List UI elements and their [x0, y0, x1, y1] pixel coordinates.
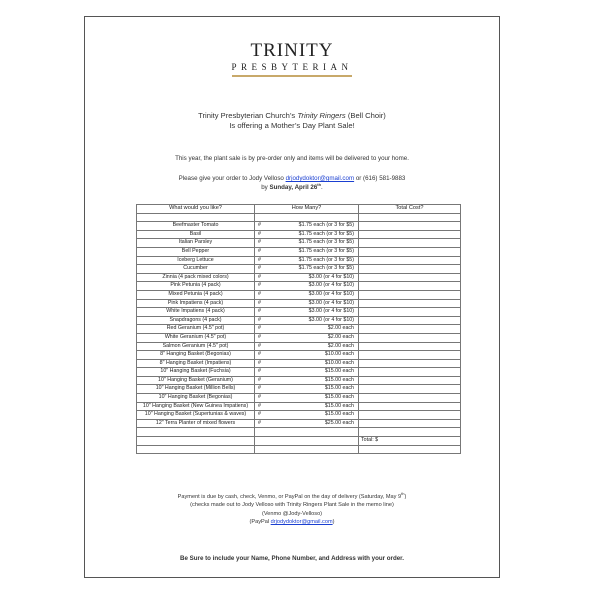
quantity-cell[interactable]: [255, 325, 359, 334]
table-row: [137, 376, 461, 385]
total-cost-cell[interactable]: [359, 239, 461, 248]
quantity-cell[interactable]: [255, 222, 359, 231]
item-name: Italian Parsley: [137, 239, 255, 248]
quantity-cell[interactable]: [255, 290, 359, 299]
closing-instruction: Be Sure to include your Name, Phone Number, and Address with your order.: [180, 555, 404, 562]
table-row: [137, 290, 461, 299]
table-row: [137, 316, 461, 325]
table-row: [137, 247, 461, 256]
contact-prefix: Please give your order to Jody Velloso: [178, 175, 286, 182]
table-row: [137, 299, 461, 308]
item-name: White Geranium (4.5" pot): [137, 333, 255, 342]
quantity-hash: #: [258, 299, 261, 306]
item-price: $25.00 each: [324, 419, 354, 426]
order-form-table: [136, 204, 461, 454]
quantity-hash: #: [258, 419, 261, 426]
quantity-cell[interactable]: [255, 419, 359, 428]
quantity-hash: #: [258, 333, 261, 340]
quantity-hash: #: [258, 411, 261, 418]
table-row: [137, 359, 461, 368]
quantity-hash: #: [258, 368, 261, 375]
item-name: 10" Hanging Basket (Begonias): [137, 394, 255, 403]
total-cost-cell[interactable]: [359, 333, 461, 342]
quantity-cell[interactable]: [255, 273, 359, 282]
blank-cell: [255, 445, 359, 454]
title-suffix: (Bell Choir): [345, 111, 386, 120]
item-price: $1.75 each (or 3 for $5): [298, 265, 354, 272]
item-price: $3.00 (or 4 for $10): [308, 316, 354, 323]
quantity-hash: #: [258, 265, 261, 272]
item-price: $3.00 (or 4 for $10): [308, 299, 354, 306]
deadline-date-text: Sunday, April 26: [269, 184, 318, 191]
quantity-hash: #: [258, 342, 261, 349]
table-row: [137, 351, 461, 360]
quantity-cell[interactable]: [255, 256, 359, 265]
total-cost-cell[interactable]: [359, 247, 461, 256]
paypal-suffix: ): [332, 519, 335, 526]
quantity-cell[interactable]: [255, 402, 359, 411]
item-name: Mixed Petunia (4 pack): [137, 290, 255, 299]
intro-text: This year, the plant sale is by pre-order only and items will be delivered to your home.: [175, 155, 409, 162]
quantity-cell[interactable]: [255, 359, 359, 368]
quantity-cell[interactable]: [255, 342, 359, 351]
table-row: [137, 282, 461, 291]
church-logo: [85, 41, 499, 77]
quantity-cell[interactable]: [255, 247, 359, 256]
total-cost-cell[interactable]: [359, 308, 461, 317]
item-name: White Impatiens (4 pack): [137, 308, 255, 317]
quantity-cell[interactable]: [255, 230, 359, 239]
total-cost-cell[interactable]: [359, 282, 461, 291]
item-price: $1.75 each (or 3 for $5): [298, 239, 354, 246]
payment-line-1: [85, 493, 499, 501]
header-total: Total Cost?: [359, 205, 461, 214]
quantity-hash: #: [258, 402, 261, 409]
item-price: $1.75 each (or 3 for $5): [298, 230, 354, 237]
paypal-email-link[interactable]: drjodydoktor@gmail.com: [270, 519, 333, 526]
quantity-cell[interactable]: [255, 282, 359, 291]
deadline-date-sup: th: [317, 181, 322, 187]
quantity-cell[interactable]: [255, 333, 359, 342]
quantity-hash: #: [258, 222, 261, 229]
item-name: Pink Petunia (4 pack): [137, 282, 255, 291]
total-cost-cell[interactable]: [359, 316, 461, 325]
item-name: Salmon Geranium (4.5" pot): [137, 342, 255, 351]
paypal-prefix: (PayPal: [249, 519, 271, 526]
item-name: 10" Hanging Basket (Fuchsia): [137, 368, 255, 377]
quantity-cell[interactable]: [255, 351, 359, 360]
table-row: [137, 325, 461, 334]
total-cost-cell[interactable]: [359, 325, 461, 334]
quantity-hash: #: [258, 230, 261, 237]
total-cost-cell[interactable]: [359, 368, 461, 377]
item-name: 10" Hanging Basket (Geranium): [137, 376, 255, 385]
item-name: Beefmaster Tomato: [137, 222, 255, 231]
blank-row: [137, 445, 461, 454]
item-price: $3.00 (or 4 for $10): [308, 273, 354, 280]
quantity-hash: #: [258, 351, 261, 358]
item-price: $15.00 each: [324, 385, 354, 392]
total-cost-cell[interactable]: [359, 419, 461, 428]
blank-cell: [137, 213, 255, 222]
blank-cell: [137, 428, 255, 437]
quantity-cell[interactable]: [255, 265, 359, 274]
table-row: [137, 402, 461, 411]
deadline-suffix: .: [321, 184, 323, 191]
item-price: $15.00 each: [324, 411, 354, 418]
flyer-page: [84, 16, 500, 578]
blank-cell: [255, 213, 359, 222]
table-row: [137, 333, 461, 342]
total-cost-cell[interactable]: [359, 402, 461, 411]
blank-cell: [359, 428, 461, 437]
total-cost-cell[interactable]: [359, 265, 461, 274]
logo-main-text: TRINITY: [250, 40, 334, 61]
table-row: [137, 265, 461, 274]
item-name: 10" Hanging Basket (New Guinea Impatiens): [137, 402, 255, 411]
header-item: What would you like?: [137, 205, 255, 214]
quantity-cell[interactable]: [255, 239, 359, 248]
quantity-hash: #: [258, 282, 261, 289]
item-name: Basil: [137, 230, 255, 239]
item-name: 10" Hanging Basket (Supertunias & waves): [137, 411, 255, 420]
item-price: $15.00 each: [324, 394, 354, 401]
total-cost-cell[interactable]: [359, 290, 461, 299]
contact-phone: or (616) 581-9883: [354, 175, 406, 182]
table-row: [137, 368, 461, 377]
title-choir-name: Trinity Ringers: [297, 111, 346, 120]
item-price: $15.00 each: [324, 402, 354, 409]
total-row-empty: [137, 437, 255, 446]
quantity-cell[interactable]: [255, 376, 359, 385]
title-prefix: Trinity Presbyterian Church’s: [198, 111, 298, 120]
payment-line-3: (Venmo @Jody-Velloso): [261, 510, 323, 517]
table-row: [137, 273, 461, 282]
table-row: [137, 239, 461, 248]
quantity-hash: #: [258, 385, 261, 392]
item-price: $15.00 each: [324, 376, 354, 383]
blank-row: [137, 428, 461, 437]
deadline-prefix: by: [261, 184, 270, 191]
logo-sub-text: PRESBYTERIAN: [231, 62, 353, 72]
blank-cell: [359, 445, 461, 454]
item-name: Red Geranium (4.5" pot): [137, 325, 255, 334]
item-price: $3.00 (or 4 for $10): [308, 282, 354, 289]
contact-email-link[interactable]: drjodydoktor@gmail.com: [285, 175, 355, 182]
header-quantity: How Many?: [255, 205, 359, 214]
total-cost-cell[interactable]: [359, 299, 461, 308]
table-row: [137, 230, 461, 239]
contact-line: [85, 174, 499, 183]
quantity-hash: #: [258, 325, 261, 332]
payment-line-1-text: Payment is due by cash, check, Venmo, or PayPal on the day of delivery (Saturday, May 9: [177, 494, 402, 500]
item-price: $2.00 each: [327, 342, 354, 349]
table-row: [137, 256, 461, 265]
quantity-hash: #: [258, 308, 261, 315]
quantity-hash: #: [258, 290, 261, 297]
table-row: [137, 385, 461, 394]
table-row: [137, 308, 461, 317]
item-name: 10" Hanging Basket (Million Bells): [137, 385, 255, 394]
logo-underline: [232, 75, 352, 77]
contact-info: [85, 174, 499, 192]
item-price: $15.00 each: [324, 368, 354, 375]
quantity-cell[interactable]: [255, 316, 359, 325]
table-row: [137, 222, 461, 231]
total-cost-cell[interactable]: [359, 273, 461, 282]
quantity-hash: #: [258, 376, 261, 383]
quantity-hash: #: [258, 239, 261, 246]
total-cost-cell[interactable]: [359, 351, 461, 360]
payment-line-4: [85, 518, 499, 526]
item-name: 12" Terra Planter of mixed flowers: [137, 419, 255, 428]
table-row: [137, 342, 461, 351]
item-price: $1.75 each (or 3 for $5): [298, 222, 354, 229]
quantity-cell[interactable]: [255, 411, 359, 420]
quantity-hash: #: [258, 256, 261, 263]
item-price: $3.00 (or 4 for $10): [308, 308, 354, 315]
quantity-cell[interactable]: [255, 385, 359, 394]
table-row: [137, 394, 461, 403]
item-price: $1.75 each (or 3 for $5): [298, 256, 354, 263]
total-cost-cell[interactable]: [359, 385, 461, 394]
quantity-cell[interactable]: [255, 394, 359, 403]
payment-info: [85, 493, 499, 527]
total-cost-cell[interactable]: [359, 394, 461, 403]
item-price: $2.00 each: [327, 325, 354, 332]
title-line-2: Is offering a Mother’s Day Plant Sale!: [229, 121, 355, 130]
title-line-1: [85, 111, 499, 121]
total-cost-cell[interactable]: [359, 222, 461, 231]
total-row: [137, 437, 461, 446]
quantity-cell[interactable]: [255, 299, 359, 308]
item-price: $1.75 each (or 3 for $5): [298, 247, 354, 254]
blank-cell: [255, 428, 359, 437]
payment-line-2: (checks made out to Jody Velloso with Trinity Ringers Plant Sale in the memo line): [190, 502, 394, 509]
item-price: $3.00 (or 4 for $10): [308, 290, 354, 297]
table-row: [137, 419, 461, 428]
quantity-hash: #: [258, 316, 261, 323]
blank-cell: [137, 445, 255, 454]
table-header-row: [137, 205, 461, 214]
item-name: Bell Pepper: [137, 247, 255, 256]
quantity-hash: #: [258, 273, 261, 280]
blank-row: [137, 213, 461, 222]
quantity-cell[interactable]: [255, 308, 359, 317]
item-name: Zinnia (4 pack mixed colors): [137, 273, 255, 282]
total-cost-cell[interactable]: [359, 411, 461, 420]
deadline-line: [85, 183, 499, 192]
quantity-hash: #: [258, 359, 261, 366]
table-row: [137, 411, 461, 420]
quantity-hash: #: [258, 247, 261, 254]
total-cost-cell[interactable]: [359, 342, 461, 351]
item-name: Snapdragons (4 pack): [137, 316, 255, 325]
payment-date-sup: th: [401, 491, 405, 497]
blank-cell: [359, 213, 461, 222]
total-row-empty: [255, 437, 359, 446]
item-name: Cucumber: [137, 265, 255, 274]
payment-line-1-suffix: ): [404, 494, 407, 500]
total-cost-cell[interactable]: [359, 256, 461, 265]
flyer-title: [85, 111, 499, 131]
deadline-date: [269, 181, 322, 191]
total-cost-cell[interactable]: [359, 376, 461, 385]
item-name: Iceberg Lettuce: [137, 256, 255, 265]
grand-total-field[interactable]: Total: $: [359, 437, 461, 446]
total-cost-cell[interactable]: [359, 359, 461, 368]
item-name: 8" Hanging Basket (Begonias): [137, 351, 255, 360]
quantity-cell[interactable]: [255, 368, 359, 377]
item-price: $2.00 each: [327, 333, 354, 340]
quantity-hash: #: [258, 394, 261, 401]
item-price: $10.00 each: [324, 351, 354, 358]
item-name: Pink Impatiens (4 pack): [137, 299, 255, 308]
total-cost-cell[interactable]: [359, 230, 461, 239]
item-name: 8" Hanging Basket (Impatiens): [137, 359, 255, 368]
item-price: $10.00 each: [324, 359, 354, 366]
